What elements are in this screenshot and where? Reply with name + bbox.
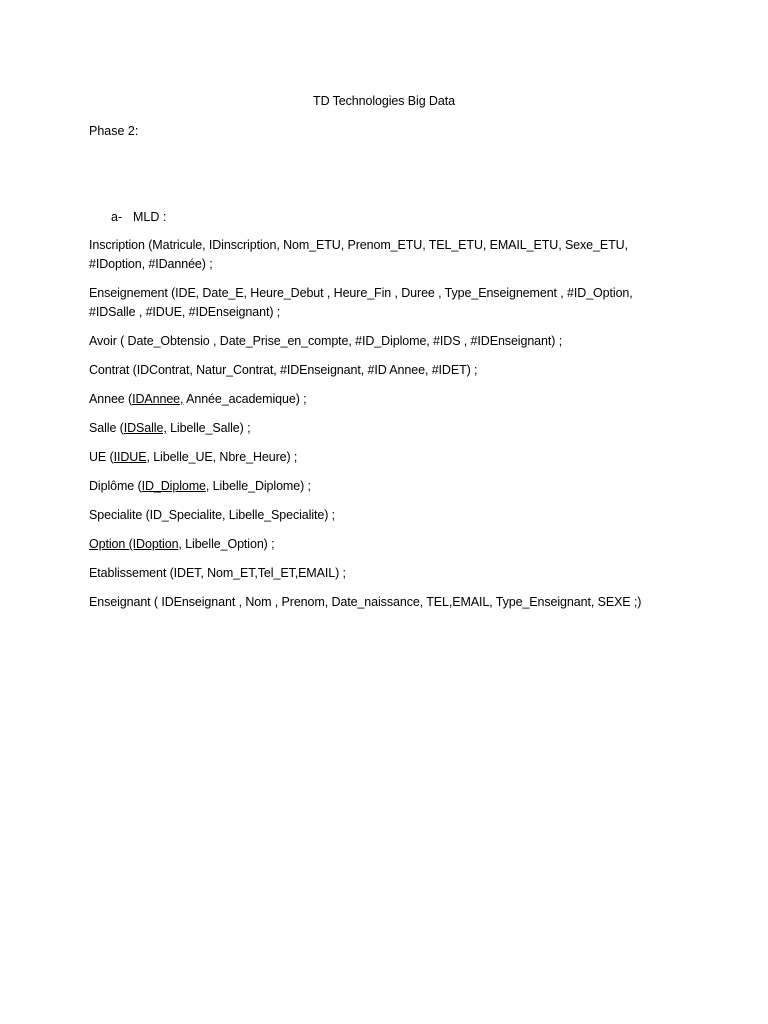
relation-inscription-line-1: Inscription (Matricule, IDinscription, Nom_ETU, Prenom_ETU, TEL_ETU, EMAIL_ETU, Sexe_ETU, — [89, 238, 628, 252]
relation-ue-key: IIDUE — [113, 450, 147, 464]
section-marker: a- — [111, 210, 123, 224]
document-title: TD Technologies Big Data — [313, 94, 455, 108]
mld-relation-list — [89, 236, 689, 622]
relation-option — [89, 535, 689, 554]
relation-salle-key: IDSalle, — [123, 421, 167, 435]
relation-ue-prefix: UE ( — [89, 450, 114, 464]
relation-inscription — [89, 236, 689, 274]
relation-contrat-text: Contrat (IDContrat, Natur_Contrat, #IDEnseignant, #ID Annee, #IDET) ; — [89, 363, 478, 377]
relation-ue-suffix: , Libelle_UE, Nbre_Heure) ; — [146, 450, 298, 464]
relation-ue — [89, 448, 689, 467]
relation-specialite — [89, 506, 689, 525]
relation-etablissement — [89, 564, 689, 583]
relation-enseignant — [89, 593, 689, 612]
relation-enseignant-text: Enseignant ( IDEnseignant , Nom , Prenom, Date_naissance, TEL,EMAIL, Type_Enseignant, SEXE ;) — [89, 595, 642, 609]
relation-annee — [89, 390, 689, 409]
relation-salle-prefix: Salle ( — [89, 421, 124, 435]
relation-salle — [89, 419, 689, 438]
relation-diplome-key: ID_Diplome — [141, 479, 206, 493]
relation-etablissement-text: Etablissement (IDET, Nom_ET,Tel_ET,EMAIL) ; — [89, 566, 346, 580]
relation-diplome-prefix: Diplôme ( — [89, 479, 142, 493]
relation-specialite-text: Specialite (ID_Specialite, Libelle_Specialite) ; — [89, 508, 336, 522]
relation-diplome — [89, 477, 689, 496]
relation-enseignement — [89, 284, 689, 322]
relation-enseignement-line-1: Enseignement (IDE, Date_E, Heure_Debut , Heure_Fin , Duree , Type_Enseignement , #ID_Option, — [89, 286, 633, 300]
relation-option-key: Option (IDoption — [89, 537, 179, 551]
relation-option-suffix: , Libelle_Option) ; — [178, 537, 275, 551]
relation-annee-key: IDAnnee, — [132, 392, 184, 406]
relation-annee-prefix: Annee ( — [89, 392, 133, 406]
section-heading — [111, 208, 166, 226]
relation-diplome-suffix: , Libelle_Diplome) ; — [205, 479, 311, 493]
relation-annee-suffix: Année_academique) ; — [183, 392, 307, 406]
relation-avoir-text: Avoir ( Date_Obtensio , Date_Prise_en_compte, #ID_Diplome, #IDS , #IDEnseignant) ; — [89, 334, 563, 348]
relation-salle-suffix: Libelle_Salle) ; — [166, 421, 251, 435]
relation-contrat — [89, 361, 689, 380]
phase-heading: Phase 2: — [89, 124, 139, 138]
relation-avoir — [89, 332, 689, 351]
section-label: MLD : — [133, 210, 167, 224]
relation-enseignement-line-2: #IDSalle , #IDUE, #IDEnseignant) ; — [89, 305, 281, 319]
relation-inscription-line-2: #IDoption, #IDannée) ; — [89, 257, 213, 271]
